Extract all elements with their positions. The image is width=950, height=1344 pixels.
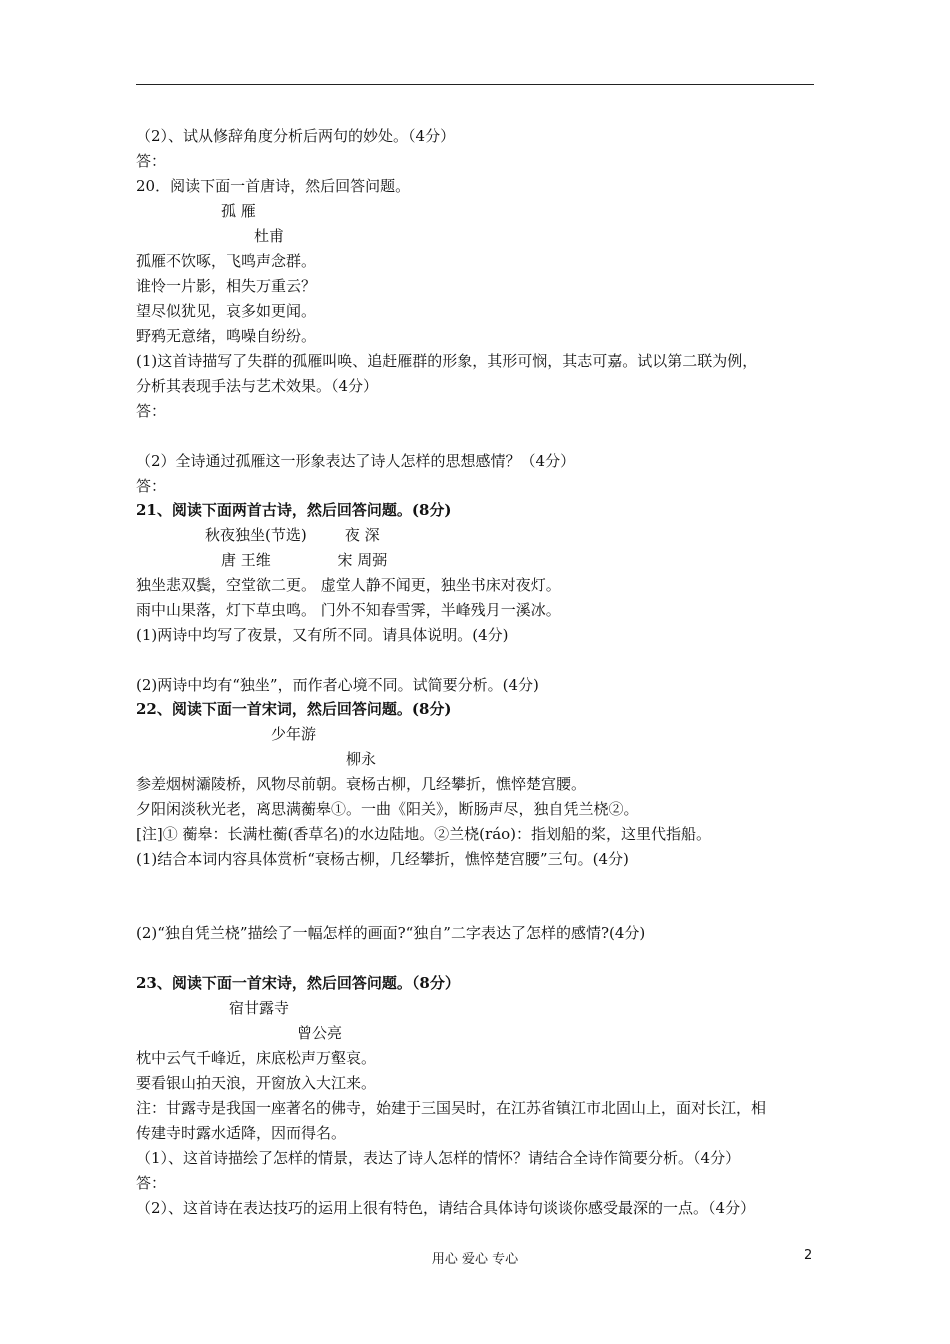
poem-author: 柳永 (346, 750, 377, 768)
poem-line: 夕阳闲淡秋光老，离思满蘅皋①。一曲《阳关》，断肠声尽，独自凭兰桡②。 (136, 800, 639, 818)
question-21-2: (2)两诗中均有“独坐”，而作者心境不同。试简要分析。(4分) (136, 676, 539, 694)
question-19-2: （2）、试从修辞角度分析后两句的妙处。（4分） (136, 127, 456, 145)
poem-authors: 唐 王维 宋 周弼 (221, 551, 388, 569)
answer-label: 答： (136, 1174, 167, 1192)
poem-line: 野鸦无意绪，鸣噪自纷纷。 (136, 327, 317, 345)
question-20-1: (1)这首诗描写了失群的孤雁叫唤、追赶雁群的形象，其形可悯，其志可嘉。试以第二联为例， (136, 352, 758, 370)
poem-author: 曾公亮 (297, 1024, 343, 1042)
page-number: 2 (804, 1248, 813, 1263)
poem-titles: 秋夜独坐(节选) 夜 深 (205, 526, 380, 544)
question-22-2: (2)“独自凭兰桡”描绘了一幅怎样的画面?“独自”二字表达了怎样的感情?(4分) (136, 924, 646, 942)
poem-line: 独坐悲双鬓，空堂欲二更。 虚堂人静不闻更，独坐书床对夜灯。 (136, 576, 561, 594)
page-footer: 用心 爱心 专心 (431, 1252, 519, 1267)
question-20-2: （2）全诗通过孤雁这一形象表达了诗人怎样的思想感情？（4分） (136, 452, 576, 470)
poem-title: 宿甘露寺 (229, 999, 290, 1017)
question-22-1: (1)结合本词内容具体赏析“衰杨古柳，几经攀折，憔悴楚宫腰”三句。(4分) (136, 850, 629, 868)
question-21-1: (1)两诗中均写了夜景，又有所不同。请具体说明。(4分) (136, 626, 509, 644)
answer-label: 答： (136, 152, 167, 170)
question-23-heading: 23、阅读下面一首宋诗，然后回答问题。（8分） (136, 974, 460, 992)
poem-note-cont: 传建寺时露水适降，因而得名。 (136, 1124, 347, 1142)
answer-label: 答： (136, 402, 167, 420)
poem-line: 谁怜一片影，相失万重云？ (136, 277, 317, 295)
poem-line: 参差烟树灞陵桥，风物尽前朝。衰杨古柳，几经攀折，憔悴楚宫腰。 (136, 775, 587, 793)
question-23-1: （1）、这首诗描绘了怎样的情景，表达了诗人怎样的情怀？请结合全诗作简要分析。（4分） (136, 1149, 741, 1167)
poem-title: 孤 雁 (221, 202, 256, 220)
poem-note: 注：甘露寺是我国一座著名的佛寺，始建于三国吴时，在江苏省镇江市北固山上，面对长江，相 (136, 1099, 767, 1117)
poem-note: [注]① 蘅皋：长满杜蘅(香草名)的水边陆地。②兰桡(ráo)：指划船的桨，这里代指船。 (136, 825, 712, 843)
poem-line: 枕中云气千峰近，床底松声万壑哀。 (136, 1049, 377, 1067)
poem-title: 少年游 (271, 725, 317, 743)
question-20-heading: 20．阅读下面一首唐诗，然后回答问题。 (136, 177, 411, 195)
question-20-1-cont: 分析其表现手法与艺术效果。（4分） (136, 377, 379, 395)
poem-line: 雨中山果落，灯下草虫鸣。 门外不知春雪霁，半峰残月一溪冰。 (136, 601, 561, 619)
poem-line: 孤雁不饮啄，飞鸣声念群。 (136, 252, 317, 270)
question-22-heading: 22、阅读下面一首宋词，然后回答问题。(8分) (136, 700, 452, 718)
poem-line: 望尽似犹见，哀多如更闻。 (136, 302, 317, 320)
header-rule (136, 84, 814, 85)
question-23-2: （2）、这首诗在表达技巧的运用上很有特色，请结合具体诗句谈谈你感受最深的一点。（4分） (136, 1199, 756, 1217)
poem-author: 杜甫 (254, 227, 285, 245)
poem-line: 要看银山拍天浪，开窗放入大江来。 (136, 1074, 377, 1092)
question-21-heading: 21、阅读下面两首古诗，然后回答问题。(8分) (136, 501, 452, 519)
answer-label: 答： (136, 477, 167, 495)
